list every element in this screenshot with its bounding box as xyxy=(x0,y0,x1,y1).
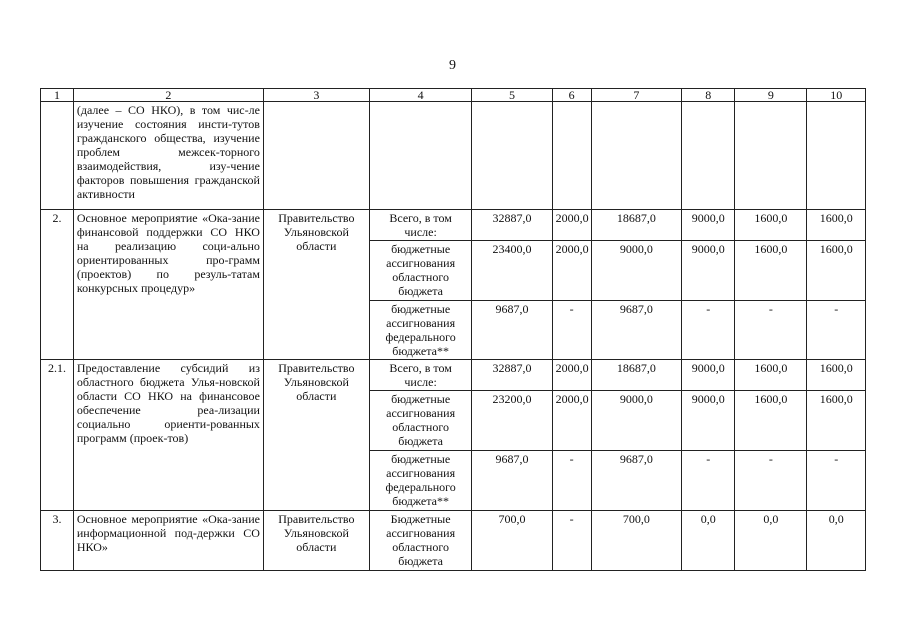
value-cell: 1600,0 xyxy=(807,241,866,301)
funding-source: бюджетные ассигнования областного бюджета xyxy=(369,391,472,451)
value-cell: 18687,0 xyxy=(591,210,681,241)
executor: Правительство Ульяновской области xyxy=(263,210,369,360)
row-number: 3. xyxy=(41,511,74,571)
executor: Правительство Ульяновской области xyxy=(263,360,369,511)
row-text-continued: (далее – СО НКО), в том чис-ле изучение состояния инсти-тутов гражданского общества, изучение проблем межсек-торного взаимодействия, изу-чение факторов повышения гражданской активности xyxy=(73,102,263,210)
budget-table xyxy=(40,88,866,571)
page-number: 9 xyxy=(449,58,456,73)
value-cell: 700,0 xyxy=(472,511,552,571)
value-cell: 32887,0 xyxy=(472,360,552,391)
funding-source: Всего, в том числе: xyxy=(369,210,472,241)
value-cell: 9687,0 xyxy=(472,301,552,360)
table-row xyxy=(41,511,866,571)
value-cell: 1600,0 xyxy=(735,210,807,241)
value-cell: - xyxy=(735,451,807,511)
value-cell: 1600,0 xyxy=(735,360,807,391)
funding-source: Бюджетные ассигнования областного бюджета xyxy=(369,511,472,571)
value-cell: 18687,0 xyxy=(591,360,681,391)
value-cell: 0,0 xyxy=(807,511,866,571)
header-cell: 1 xyxy=(41,89,74,102)
table-row xyxy=(41,360,866,391)
value-cell: 9687,0 xyxy=(591,451,681,511)
value-cell: 700,0 xyxy=(591,511,681,571)
funding-source: бюджетные ассигнования областного бюджета xyxy=(369,241,472,301)
value-cell: 1600,0 xyxy=(807,391,866,451)
value-cell: 9000,0 xyxy=(682,241,735,301)
header-cell: 9 xyxy=(735,89,807,102)
table-row xyxy=(41,210,866,241)
value-cell: 2000,0 xyxy=(552,360,591,391)
value-cell: 2000,0 xyxy=(552,391,591,451)
value-cell: - xyxy=(807,451,866,511)
activity-name: Предоставление субсидий из областного бюджета Улья-новской области СО НКО на финансовое обеспечение реа-лизации социально ориенти-рованных программ (проек-тов) xyxy=(73,360,263,511)
row-number: 2.1. xyxy=(41,360,74,511)
activity-name: Основное мероприятие «Ока-зание информационной под-держки СО НКО» xyxy=(73,511,263,571)
funding-source: Всего, в том числе: xyxy=(369,360,472,391)
value-cell: 1600,0 xyxy=(807,210,866,241)
value-cell: 32887,0 xyxy=(472,210,552,241)
value-cell: 9000,0 xyxy=(682,210,735,241)
value-cell: - xyxy=(552,451,591,511)
header-cell: 6 xyxy=(552,89,591,102)
activity-name: Основное мероприятие «Ока-зание финансовой поддержки СО НКО на реализацию соци-ально ориентированных про-грамм (проектов) по резуль-татам конкурсных процедур» xyxy=(73,210,263,360)
value-cell: 2000,0 xyxy=(552,241,591,301)
table-row xyxy=(41,102,866,210)
value-cell: 23200,0 xyxy=(472,391,552,451)
value-cell: - xyxy=(682,301,735,360)
value-cell: 0,0 xyxy=(735,511,807,571)
executor: Правительство Ульяновской области xyxy=(263,511,369,571)
header-cell: 3 xyxy=(263,89,369,102)
header-cell: 4 xyxy=(369,89,472,102)
value-cell: - xyxy=(552,511,591,571)
value-cell: - xyxy=(735,301,807,360)
header-cell: 8 xyxy=(682,89,735,102)
header-cell: 2 xyxy=(73,89,263,102)
value-cell: 0,0 xyxy=(682,511,735,571)
value-cell: - xyxy=(682,451,735,511)
value-cell: 1600,0 xyxy=(735,391,807,451)
value-cell: 1600,0 xyxy=(735,241,807,301)
value-cell: 1600,0 xyxy=(807,360,866,391)
funding-source: бюджетные ассигнования федерального бюджета** xyxy=(369,451,472,511)
header-cell: 10 xyxy=(807,89,866,102)
header-cell: 7 xyxy=(591,89,681,102)
value-cell: 9000,0 xyxy=(591,241,681,301)
value-cell: 9000,0 xyxy=(682,391,735,451)
value-cell: 2000,0 xyxy=(552,210,591,241)
row-number: 2. xyxy=(41,210,74,360)
value-cell: 9000,0 xyxy=(682,360,735,391)
value-cell: 23400,0 xyxy=(472,241,552,301)
value-cell: - xyxy=(807,301,866,360)
header-row xyxy=(41,89,866,102)
value-cell: 9000,0 xyxy=(591,391,681,451)
funding-source: бюджетные ассигнования федерального бюджета** xyxy=(369,301,472,360)
value-cell: 9687,0 xyxy=(591,301,681,360)
header-cell: 5 xyxy=(472,89,552,102)
value-cell: - xyxy=(552,301,591,360)
value-cell: 9687,0 xyxy=(472,451,552,511)
